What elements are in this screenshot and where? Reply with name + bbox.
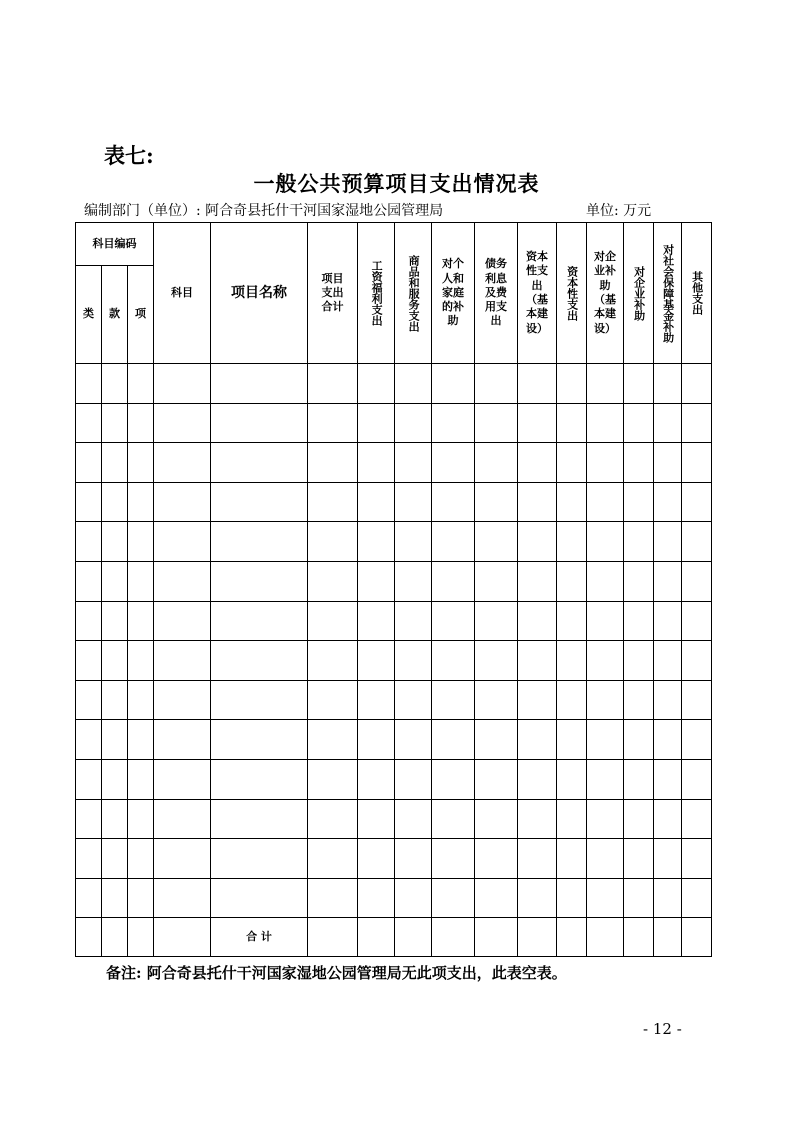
cell <box>624 799 654 839</box>
cell <box>395 799 432 839</box>
cell <box>624 482 654 522</box>
cell <box>475 601 518 641</box>
cell <box>432 403 475 443</box>
cell <box>557 482 587 522</box>
cell <box>682 799 712 839</box>
cell <box>102 759 128 799</box>
cell <box>557 641 587 681</box>
cell <box>432 443 475 483</box>
cell <box>102 641 128 681</box>
header-enterprise-basic: 对企业补助（基本建设） <box>587 223 624 364</box>
cell <box>624 759 654 799</box>
page-title: 一般公共预算项目支出情况表 <box>253 171 540 196</box>
cell <box>587 641 624 681</box>
cell <box>432 878 475 918</box>
cell <box>358 759 395 799</box>
cell <box>682 522 712 562</box>
cell <box>654 720 682 760</box>
total-row <box>76 918 712 957</box>
header-xiang: 项 <box>128 266 154 364</box>
cell <box>154 403 211 443</box>
cell <box>654 403 682 443</box>
cell <box>475 839 518 879</box>
cell <box>154 641 211 681</box>
cell <box>587 720 624 760</box>
header-social-security: 对社会保障基金补助 <box>654 223 682 364</box>
cell <box>624 443 654 483</box>
cell <box>211 403 308 443</box>
cell <box>518 443 557 483</box>
cell <box>654 601 682 641</box>
cell <box>211 601 308 641</box>
cell <box>76 878 102 918</box>
cell <box>154 720 211 760</box>
cell <box>128 403 154 443</box>
cell <box>395 443 432 483</box>
cell <box>518 641 557 681</box>
cell <box>475 799 518 839</box>
cell <box>76 759 102 799</box>
cell <box>518 482 557 522</box>
cell <box>128 443 154 483</box>
cell <box>128 878 154 918</box>
cell <box>624 601 654 641</box>
cell <box>654 641 682 681</box>
cell <box>682 482 712 522</box>
cell <box>76 403 102 443</box>
cell <box>102 601 128 641</box>
cell <box>587 878 624 918</box>
cell <box>624 641 654 681</box>
cell <box>557 759 587 799</box>
cell <box>102 443 128 483</box>
cell <box>308 482 358 522</box>
cell <box>395 522 432 562</box>
cell <box>154 443 211 483</box>
cell <box>308 680 358 720</box>
header-subject-code: 科目编码 <box>76 223 154 266</box>
cell <box>395 720 432 760</box>
cell <box>557 720 587 760</box>
cell <box>211 759 308 799</box>
cell <box>432 918 475 957</box>
table-body <box>76 364 712 918</box>
cell <box>358 878 395 918</box>
cell <box>358 522 395 562</box>
cell <box>518 364 557 404</box>
cell <box>102 878 128 918</box>
cell <box>587 443 624 483</box>
cell <box>624 403 654 443</box>
cell <box>557 403 587 443</box>
cell <box>432 839 475 879</box>
cell <box>358 482 395 522</box>
cell <box>358 403 395 443</box>
cell <box>475 522 518 562</box>
cell <box>211 839 308 879</box>
cell <box>682 364 712 404</box>
cell <box>432 641 475 681</box>
cell <box>128 561 154 601</box>
cell <box>308 641 358 681</box>
cell <box>358 641 395 681</box>
cell <box>518 403 557 443</box>
cell <box>654 799 682 839</box>
cell <box>587 799 624 839</box>
cell <box>557 364 587 404</box>
table-row <box>76 799 712 839</box>
cell <box>557 799 587 839</box>
table-row <box>76 522 712 562</box>
cell <box>624 364 654 404</box>
table-row <box>76 878 712 918</box>
cell <box>654 364 682 404</box>
cell <box>308 443 358 483</box>
cell <box>432 482 475 522</box>
cell <box>358 561 395 601</box>
cell <box>102 403 128 443</box>
cell <box>76 364 102 404</box>
cell <box>102 522 128 562</box>
cell <box>682 443 712 483</box>
cell <box>682 641 712 681</box>
cell <box>475 443 518 483</box>
cell <box>395 878 432 918</box>
cell <box>475 561 518 601</box>
cell <box>557 918 587 957</box>
page-number: - 12 - <box>643 1020 682 1038</box>
cell <box>308 403 358 443</box>
cell <box>475 364 518 404</box>
cell <box>308 918 358 957</box>
cell <box>128 918 154 957</box>
cell <box>128 680 154 720</box>
cell <box>518 720 557 760</box>
cell <box>654 680 682 720</box>
cell <box>587 561 624 601</box>
cell <box>432 364 475 404</box>
cell <box>358 918 395 957</box>
cell <box>624 561 654 601</box>
cell <box>211 522 308 562</box>
table-row <box>76 482 712 522</box>
cell <box>395 601 432 641</box>
cell <box>587 522 624 562</box>
cell <box>432 799 475 839</box>
cell <box>682 759 712 799</box>
header-capital-basic: 资本性支出（基本建设） <box>518 223 557 364</box>
cell <box>682 680 712 720</box>
cell <box>358 680 395 720</box>
cell <box>475 878 518 918</box>
cell <box>682 839 712 879</box>
cell <box>358 720 395 760</box>
cell <box>308 522 358 562</box>
cell <box>154 918 211 957</box>
cell <box>395 561 432 601</box>
cell <box>557 601 587 641</box>
note: 备注: 阿合奇县托什干河国家湿地公园管理局无此项支出，此表空表。 <box>106 964 567 982</box>
cell <box>154 601 211 641</box>
cell <box>475 680 518 720</box>
cell <box>211 482 308 522</box>
cell <box>682 878 712 918</box>
header-goods-services: 商品和服务支出 <box>395 223 432 364</box>
cell <box>358 601 395 641</box>
department-line: 编制部门（单位）: 阿合奇县托什干河国家湿地公园管理局 <box>84 203 444 219</box>
cell <box>128 720 154 760</box>
cell <box>475 641 518 681</box>
cell <box>395 918 432 957</box>
cell <box>128 364 154 404</box>
header-project-total: 项目支出合计 <box>308 223 358 364</box>
cell <box>557 561 587 601</box>
cell <box>475 918 518 957</box>
cell <box>395 641 432 681</box>
cell <box>154 561 211 601</box>
cell <box>624 878 654 918</box>
cell <box>102 561 128 601</box>
cell <box>557 680 587 720</box>
cell <box>154 839 211 879</box>
cell <box>154 482 211 522</box>
cell <box>395 680 432 720</box>
total-label: 合 计 <box>211 918 308 957</box>
cell <box>624 839 654 879</box>
header-personal-family: 对个人和家庭的补助 <box>432 223 475 364</box>
cell <box>308 839 358 879</box>
table-row <box>76 680 712 720</box>
cell <box>154 759 211 799</box>
header-debt-interest: 债务利息及费用支出 <box>475 223 518 364</box>
cell <box>154 364 211 404</box>
cell <box>308 601 358 641</box>
cell <box>518 759 557 799</box>
cell <box>76 561 102 601</box>
cell <box>518 522 557 562</box>
cell <box>682 403 712 443</box>
cell <box>358 799 395 839</box>
cell <box>76 601 102 641</box>
cell <box>557 878 587 918</box>
cell <box>308 759 358 799</box>
cell <box>154 680 211 720</box>
cell <box>154 522 211 562</box>
cell <box>154 878 211 918</box>
cell <box>587 403 624 443</box>
cell <box>518 680 557 720</box>
cell <box>624 680 654 720</box>
cell <box>128 799 154 839</box>
cell <box>432 720 475 760</box>
table-row <box>76 364 712 404</box>
cell <box>654 878 682 918</box>
cell <box>587 759 624 799</box>
cell <box>211 720 308 760</box>
cell <box>395 403 432 443</box>
header-enterprise: 对企业补助 <box>624 223 654 364</box>
table-row <box>76 403 712 443</box>
header-lei: 类 <box>76 266 102 364</box>
cell <box>587 601 624 641</box>
cell <box>395 839 432 879</box>
cell <box>128 522 154 562</box>
table-row <box>76 839 712 879</box>
cell <box>102 482 128 522</box>
cell <box>587 839 624 879</box>
table-row <box>76 720 712 760</box>
cell <box>211 443 308 483</box>
cell <box>654 759 682 799</box>
cell <box>76 680 102 720</box>
cell <box>432 601 475 641</box>
cell <box>102 839 128 879</box>
cell <box>358 443 395 483</box>
table-row <box>76 443 712 483</box>
cell <box>475 403 518 443</box>
cell <box>102 918 128 957</box>
cell <box>587 918 624 957</box>
cell <box>654 522 682 562</box>
table-row <box>76 641 712 681</box>
cell <box>358 839 395 879</box>
cell <box>518 839 557 879</box>
header-subject: 科目 <box>154 223 211 364</box>
cell <box>308 561 358 601</box>
cell <box>395 482 432 522</box>
cell <box>432 759 475 799</box>
cell <box>102 364 128 404</box>
table-label: 表七: <box>104 143 154 168</box>
cell <box>395 759 432 799</box>
cell <box>358 364 395 404</box>
cell <box>432 561 475 601</box>
cell <box>128 641 154 681</box>
cell <box>654 918 682 957</box>
header-project-name: 项目名称 <box>211 223 308 364</box>
cell <box>475 759 518 799</box>
cell <box>128 601 154 641</box>
cell <box>211 561 308 601</box>
cell <box>102 720 128 760</box>
header-capital: 资本性支出 <box>557 223 587 364</box>
cell <box>518 918 557 957</box>
cell <box>395 364 432 404</box>
table-row <box>76 759 712 799</box>
cell <box>154 799 211 839</box>
cell <box>587 364 624 404</box>
cell <box>432 680 475 720</box>
cell <box>557 839 587 879</box>
cell <box>624 522 654 562</box>
cell <box>211 680 308 720</box>
cell <box>587 482 624 522</box>
header-kuan: 款 <box>102 266 128 364</box>
cell <box>518 799 557 839</box>
cell <box>102 799 128 839</box>
table-row <box>76 601 712 641</box>
cell <box>557 443 587 483</box>
unit-line: 单位: 万元 <box>586 203 652 219</box>
cell <box>654 443 682 483</box>
cell <box>432 522 475 562</box>
cell <box>654 839 682 879</box>
cell <box>211 799 308 839</box>
cell <box>308 878 358 918</box>
cell <box>211 878 308 918</box>
cell <box>211 641 308 681</box>
expenditure-table <box>75 222 712 957</box>
cell <box>76 641 102 681</box>
cell <box>518 878 557 918</box>
cell <box>654 561 682 601</box>
cell <box>654 482 682 522</box>
cell <box>102 680 128 720</box>
cell <box>128 839 154 879</box>
cell <box>76 720 102 760</box>
cell <box>76 799 102 839</box>
cell <box>682 720 712 760</box>
table-row <box>76 561 712 601</box>
cell <box>682 918 712 957</box>
cell <box>518 601 557 641</box>
cell <box>76 839 102 879</box>
cell <box>624 720 654 760</box>
cell <box>76 443 102 483</box>
cell <box>308 720 358 760</box>
cell <box>76 522 102 562</box>
header-wages: 工资福利支出 <box>358 223 395 364</box>
cell <box>308 799 358 839</box>
cell <box>682 601 712 641</box>
cell <box>557 522 587 562</box>
cell <box>624 918 654 957</box>
cell <box>211 364 308 404</box>
cell <box>518 561 557 601</box>
cell <box>475 720 518 760</box>
cell <box>76 918 102 957</box>
cell <box>587 680 624 720</box>
cell <box>308 364 358 404</box>
cell <box>128 482 154 522</box>
header-other: 其他支出 <box>682 223 712 364</box>
cell <box>682 561 712 601</box>
cell <box>475 482 518 522</box>
cell <box>76 482 102 522</box>
cell <box>128 759 154 799</box>
